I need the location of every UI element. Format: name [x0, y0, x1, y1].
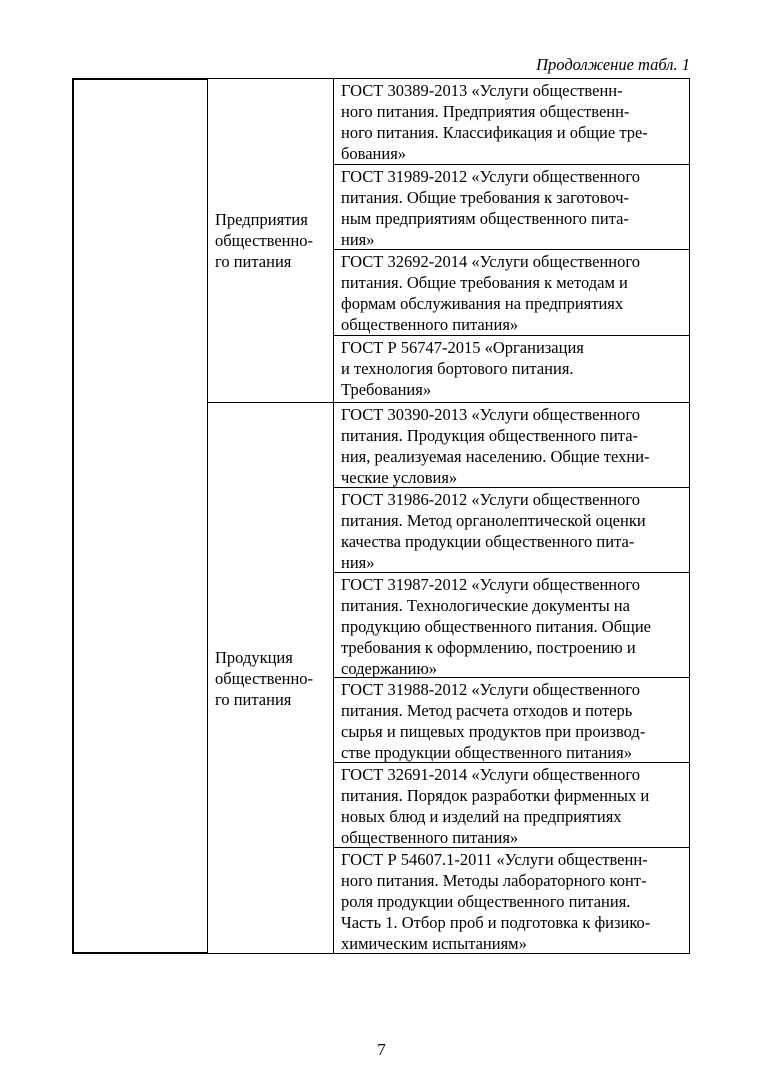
standard-cell	[333, 487, 690, 572]
group-label-line: общественно-	[215, 231, 314, 250]
standard-line: ГОСТ Р 56747-2015 «Организация	[341, 338, 584, 357]
standard-line: ным предприятиям общественного пита-	[341, 209, 629, 228]
standard-line: ГОСТ 31989-2012 «Услуги общественного	[341, 167, 640, 186]
group-label-cell	[207, 78, 333, 402]
standards-table	[72, 78, 690, 954]
group-label-line: го питания	[215, 252, 292, 271]
standard-line: питания. Метод органолептической оценки	[341, 511, 646, 530]
standard-line: питания. Общие требования к заготовоч-	[341, 188, 630, 207]
standard-line: ГОСТ 31986-2012 «Услуги общественного	[341, 490, 640, 509]
standard-line: ного питания. Методы лабораторного конт-	[341, 871, 647, 890]
standard-line: ГОСТ 31988-2012 «Услуги общественного	[341, 680, 640, 699]
standard-cell	[333, 335, 690, 402]
standard-cell	[333, 677, 690, 762]
standard-line: питания. Продукция общественного пита-	[341, 426, 639, 445]
standard-line: ГОСТ 32692-2014 «Услуги общественного	[341, 252, 640, 271]
standard-line: общественного питания»	[341, 315, 519, 334]
standard-line: ГОСТ 31987-2012 «Услуги общественного	[341, 575, 640, 594]
page-number: 7	[377, 1040, 386, 1059]
standard-line: формам обслуживания на предприятиях	[341, 294, 624, 313]
standard-cell	[333, 572, 690, 677]
standard-line: ГОСТ 30389-2013 «Услуги общественн-	[341, 81, 623, 100]
standard-line: ного питания. Предприятия общественн-	[341, 102, 630, 121]
standard-line: питания. Общие требования к методам и	[341, 273, 628, 292]
standard-line: требования к оформлению, построению и	[341, 638, 636, 657]
standard-line: ческие условия»	[341, 468, 458, 487]
standard-line: ГОСТ 32691-2014 «Услуги общественного	[341, 765, 640, 784]
group-label-line: общественно-	[215, 669, 314, 688]
standard-line: ного питания. Классификация и общие тре-	[341, 123, 648, 142]
table-continuation-caption: Продолжение табл. 1	[536, 55, 690, 74]
standard-line: новых блюд и изделий на предприятиях	[341, 807, 622, 826]
group-label-line: го питания	[215, 690, 292, 709]
standard-line: качества продукции общественного пита-	[341, 532, 635, 551]
standard-line: питания. Метод расчета отходов и потерь	[341, 701, 633, 720]
group-label-cell	[207, 402, 333, 954]
group-label-line: Предприятия	[215, 210, 308, 229]
standard-cell	[333, 164, 690, 249]
group-label-line: Продукция	[215, 648, 293, 667]
table-bottom-border	[207, 953, 690, 954]
standard-line: бования»	[341, 144, 407, 163]
standard-line: ГОСТ 30390-2013 «Услуги общественного	[341, 405, 640, 424]
standard-line: питания. Технологические документы на	[341, 596, 630, 615]
standard-line: Требования»	[341, 380, 432, 399]
standard-line: ГОСТ Р 54607.1-2011 «Услуги общественн-	[341, 850, 648, 869]
standard-line: ния, реализуемая населению. Общие техни-	[341, 447, 650, 466]
standard-line: стве продукции общественного питания»	[341, 743, 632, 762]
standard-line: сырья и пищевых продуктов при производ-	[341, 722, 646, 741]
empty-first-column	[72, 78, 208, 954]
standard-line: питания. Порядок разработки фирменных и	[341, 786, 650, 805]
standard-cell	[333, 402, 690, 487]
standard-line: общественного питания»	[341, 828, 519, 847]
standard-cell	[333, 762, 690, 847]
standard-line: продукцию общественного питания. Общие	[341, 617, 651, 636]
standard-line: и технология бортового питания.	[341, 359, 574, 378]
standard-line: Часть 1. Отбор проб и подготовка к физико-	[341, 913, 651, 932]
standard-line: ния»	[341, 230, 375, 249]
standard-line: химическим испытаниям»	[341, 934, 527, 953]
standard-line: содержанию»	[341, 659, 438, 678]
standard-cell	[333, 78, 690, 164]
standard-cell	[333, 847, 690, 954]
standard-line: ния»	[341, 553, 375, 572]
standard-line: роля продукции общественного питания.	[341, 892, 631, 911]
standard-cell	[333, 249, 690, 335]
